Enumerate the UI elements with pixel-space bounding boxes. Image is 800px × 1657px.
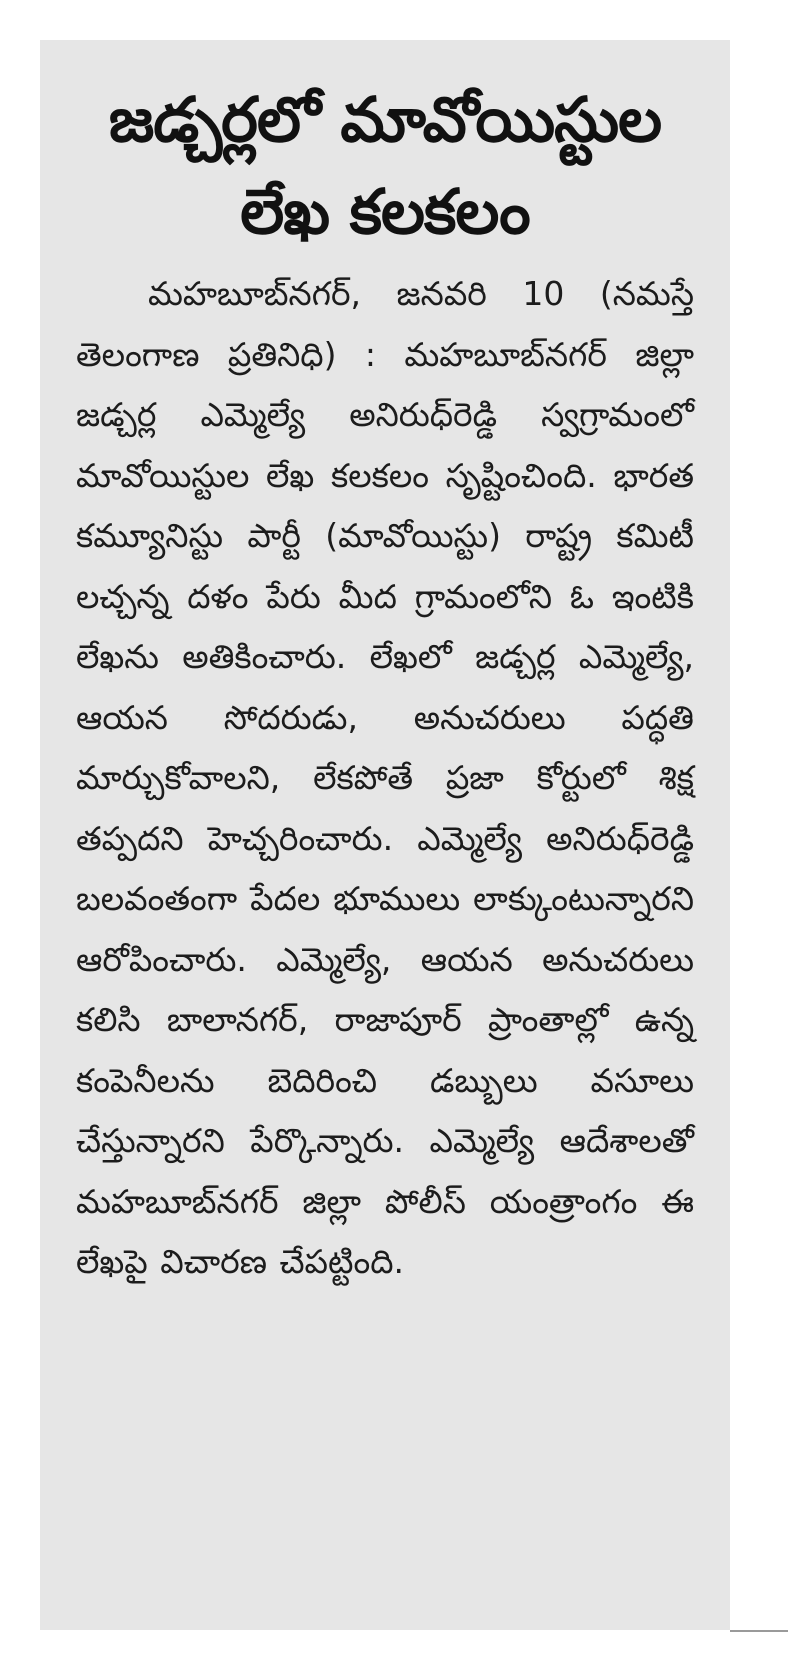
headline-line-1: జడ్చర్లలో మావోయిస్టుల (108, 83, 662, 156)
divider-line (730, 1630, 788, 1632)
headline (76, 74, 694, 258)
news-clipping (40, 40, 730, 1630)
article-body: మహబూబ్‌నగర్, జనవరి 10 (నమస్తే తెలంగాణ ప్రతినిధి) : మహబూబ్‌నగర్ జిల్లా జడ్చర్ల ఎమ్మెల్యే అనిరుధ్‌రెడ్డి స్వగ్రామంలో మావోయిస్టుల లేఖ కలకలం సృష్టించింది. భారత కమ్యూనిస్టు పార్టీ (మావోయిస్టు) రాష్ట్ర కమిటీ లచ్చన్న దళం పేరు మీద గ్రామంలోని ఓ ఇంటికి లేఖను అతికించారు. లేఖలో జడ్చర్ల ఎమ్మెల్యే, ఆయన సోదరుడు, అనుచరులు పద్ధతి మార్చుకోవాలని, లేకపోతే ప్రజా కోర్టులో శిక్ష తప్పదని హెచ్చరించారు. ఎమ్మెల్యే అనిరుధ్‌రెడ్డి బలవంతంగా పేదల భూములు లాక్కుంటున్నారని ఆరోపించారు. ఎమ్మెల్యే, ఆయన అనుచరులు కలిసి బాలానగర్, రాజాపూర్ ప్రాంతాల్లో ఉన్న కంపెనీలను బెదిరించి డబ్బులు వసూలు చేస్తున్నారని పేర్కొన్నారు. ఎమ్మెల్యే ఆదేశాలతో మహబూబ్‌నగర్ జిల్లా పోలీస్ యంత్రాంగం ఈ లేఖపై విచారణ చేపట్టింది. (76, 274, 694, 1281)
headline-line-2: లేఖ కలకలం (240, 175, 530, 248)
